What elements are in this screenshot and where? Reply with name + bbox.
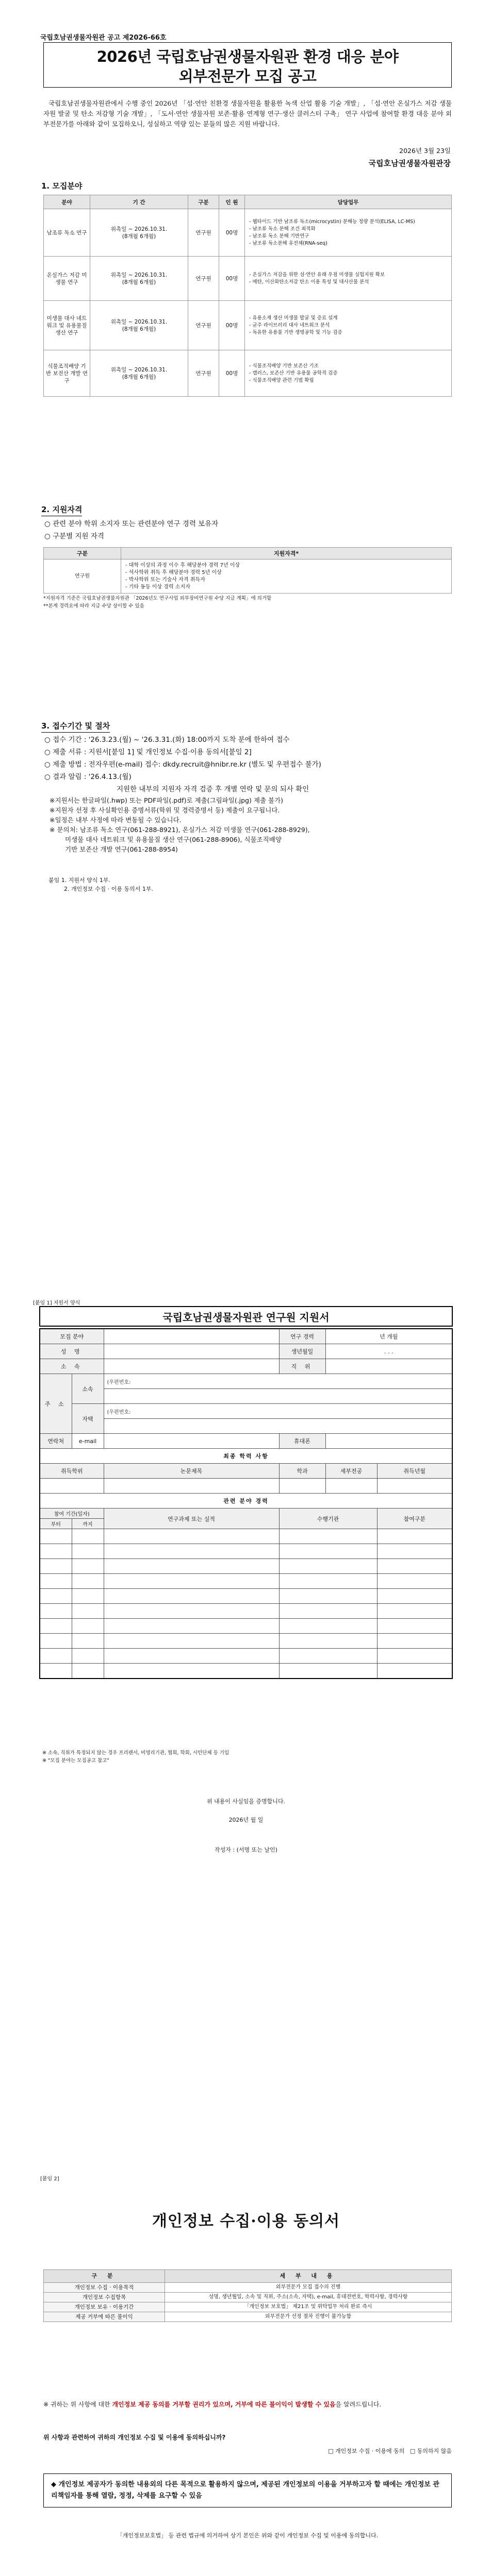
career-input[interactable] [377,1559,452,1574]
requirements-cell [121,560,452,594]
title-line-2: 외부전문가 모집 공고 [178,67,317,85]
career-input[interactable] [40,1619,72,1634]
notice-highlight: 개인정보 제공 동의를 거부할 권리가 있으며, 거부에 따른 불이익이 발생할 수 있음 [112,2401,336,2408]
duty-item: - 메탄, 이산화탄소저감 탄소 이용 특성 및 대사산물 분석 [249,279,369,285]
row-value: 외부전문가 모집 접수의 진행 [165,2283,452,2293]
edu-input[interactable] [40,1479,104,1494]
career-input[interactable] [72,1574,104,1589]
duty-item: - 온실가스 저감을 위한 섬·연안 유래 우점 미생물 실험지원 확보 [249,272,385,278]
recruit-fields-table [43,195,452,397]
career-rows [40,1529,452,1679]
notice-text: 을 알려드립니다. [335,2401,382,2408]
duty-item: - 균주 라이브러리 대사 네트워크 분석 [249,323,330,328]
career-input[interactable] [104,1574,279,1589]
procedure-sub: ※일정은 내부 사정에 따라 변동될 수 있습니다. [50,816,182,824]
education-header: 최종 학력 사항 [40,1449,452,1464]
duty-item: - 웹타이드 기반 남조류 독소(microcystin) 분해능 정량 분석(ELISA, LC-MS) [249,219,415,225]
career-from-label: 부터 [40,1519,72,1529]
career-input[interactable] [279,1619,377,1634]
qualification-table [43,547,452,594]
birth-label: 생년월일 [279,1344,325,1359]
row-label: 개인정보 보유 · 이용기간 [44,2302,165,2312]
career-input[interactable] [104,1619,279,1634]
procedure-sub: 기반 보존산 개발 연구(061-288-8954) [65,845,178,853]
position-label: 직 위 [279,1359,325,1374]
col-header: 구분 [188,195,219,209]
privacy-table [43,2269,452,2322]
career-input[interactable] [72,1589,104,1604]
attachment-item: 2. 개인정보 수집 · 이용 동의서 1부. [64,886,153,892]
career-input[interactable] [377,1619,452,1634]
row-label: 제공 거부에 따른 불이익 [44,2312,165,2322]
table-row [44,2312,452,2322]
col-header: 지원자격* [121,548,452,560]
career-row [40,1649,452,1664]
career-input[interactable] [279,1604,377,1619]
career-label: 연구 경력 [279,1329,325,1344]
career-row [40,1664,452,1679]
duties-cell [245,301,452,350]
form-title: 국립호남권생물자원관 연구원 지원서 [39,1306,453,1327]
address-affil-input[interactable] [104,1389,452,1404]
birth-input[interactable]: . . . [325,1344,452,1359]
career-input[interactable] [40,1589,72,1604]
col-header: 구분 [44,548,121,560]
procedure-line: ○ 결과 알림 : '26.4.13.(월) [44,773,132,781]
form-row [40,1464,452,1479]
form-row [40,1374,452,1389]
privacy-notice [43,2400,452,2410]
attachment-item: 붙임 1. 지원서 양식 1부. [48,877,110,884]
career-input[interactable] [40,1634,72,1649]
edu-col: 학과 [279,1464,325,1479]
table-row [44,2302,452,2312]
type-cell: 연구원 [188,257,219,301]
career-input[interactable] [72,1649,104,1664]
career-input[interactable] [279,1649,377,1664]
form-row [40,1479,452,1494]
table-header-row [44,2270,452,2283]
procedure-line: ○ 제출 방법 : 전자우편(e-mail) 접수: dkdy.recruit@hnibr.re.kr (별도 및 우편접수 불가) [44,760,321,769]
career-input[interactable] [104,1604,279,1619]
career-input[interactable] [104,1589,279,1604]
address-home-label: 자택 [72,1404,104,1434]
edu-input[interactable] [325,1479,377,1494]
duty-item: - 독유한 유용물 기반 생명공학 및 기능 검증 [249,330,342,335]
note-line: *지원자격 기준은 국립호남권생물자원관 「2026년도 연구사업 외부장비연구원 수당 지급 계획」에 의거함 [43,596,272,601]
type-cell: 연구원 [188,301,219,350]
period-cell: 위촉일 ~ 2026.10.31. (8개월 6개월) [90,209,188,257]
form-date[interactable]: 2026년 월 일 [228,1817,264,1823]
period-cell: 위촉일 ~ 2026.10.31. (8개월 6개월) [90,350,188,397]
contact-label: 연락처 [40,1434,72,1449]
career-row [40,1589,452,1604]
form-row [40,1494,452,1509]
career-col: 참여 기간(일자) [40,1509,104,1519]
career-input[interactable] [377,1529,452,1544]
career-to-label: 까지 [72,1519,104,1529]
career-input[interactable] [279,1574,377,1589]
requirement-item: - 박사학위 또는 기술사 자격 취득자 [125,577,205,583]
section-2-title [41,504,82,516]
count-cell: 00명 [219,301,245,350]
form-row [40,1404,452,1419]
edu-input[interactable] [279,1479,325,1494]
type-cell: 연구원 [188,209,219,257]
career-input[interactable] [40,1649,72,1664]
career-input[interactable] [72,1529,104,1544]
privacy-title: 개인정보 수집·이용 동의서 [152,2212,340,2230]
privacy-box: ◆ 개인정보 제공자가 동의한 내용외의 다른 목적으로 활용하지 않으며, 제공된 개인정보의 이용을 거부하고자 할 때에는 개인정보 관리책임자를 통해 열람, 정정, 삭제를 요구할 수 있음 [43,2473,452,2507]
form-confirm-text: 위 내용이 사실임을 증명합니다. [206,1798,286,1805]
career-row [40,1619,452,1634]
career-row [40,1544,452,1559]
career-col: 참여구분 [377,1509,452,1529]
notice-text: ※ 귀하는 위 사항에 대한 [43,2401,112,2408]
type-cell: 연구원 [188,350,219,397]
career-row [40,1604,452,1619]
position-input[interactable] [325,1359,452,1374]
career-input[interactable] [279,1664,377,1679]
form-row [40,1434,452,1449]
form-notes [42,1749,229,1765]
field-cell: 미생물 대사 네트워크 및 유용물질 생산 연구 [44,301,90,350]
email-input[interactable] [104,1434,279,1449]
career-input[interactable] [72,1619,104,1634]
qualification-line-1: ○ 관련 분야 학위 소지자 또는 관련분야 연구 경력 보유자 [44,520,219,528]
table-header-row [44,548,452,560]
career-input[interactable] [104,1664,279,1679]
requirement-item: - 기타 동등 이상 경력 소지자 [125,584,190,590]
table-row [44,209,452,257]
duty-item: - 식물조직배양 기반 보존산 기조 [249,363,319,369]
career-col: 수행기관 [279,1509,377,1529]
career-input[interactable] [40,1559,72,1574]
note-line: ※ 소속, 직위가 특정되지 않는 경우 프리랜서, 비영리기관, 협회, 학회, 시민단체 등 기입 [42,1750,229,1756]
table-row [44,2293,452,2302]
career-col: 연구과제 또는 실적 [104,1509,279,1529]
career-input[interactable] [104,1529,279,1544]
intro-paragraph: 국립호남권생물자원관에서 수행 중인 2026년 「섬·연안 친환경 생물자원을 활용한 녹색 산업 활용 기술 개발」, 「섬·연안 온실가스 저감 생물자원 발굴 및 탄소 저감형 기술 개발」, 「도서·연안 생물자원 보존·활용 연계형 연구·생산 클러스터 구축」 연구 사업에 참여할 환경 대응 분야 외부전문가를 아래와 같이 모집하오니, 성실하고 역량 있는 분들의 많은 지원 바랍니다. [43,99,452,128]
note-line: **본계 경력요에 따라 지급 수당 상이할 수 있음 [43,603,144,609]
form-signature[interactable]: 작성자 : (서명 또는 날인) [215,1846,277,1853]
privacy-law-text: 「개인정보보호법」 등 관련 법규에 의거하여 상기 본인은 위와 같이 개인정보 수집 및 이용에 동의합니다. [117,2532,379,2539]
career-input[interactable] [72,1604,104,1619]
attachment-list [48,876,153,893]
edu-col: 논문제목 [104,1464,279,1479]
procedure-sub: ※지원서는 한글파일(.hwp) 또는 PDF파일(.pdf)로 제출(그림파일(.jpg) 제출 불가) [50,796,284,804]
privacy-attach-label: [붙임 2] [40,2176,59,2182]
qualification-line-2: ○ 구분별 지원 자격 [44,532,104,540]
title-line-1: 2026년 국립호남권생물자원관 환경 대응 분야 [96,48,399,65]
table-row [44,257,452,301]
col-header: 기 간 [90,195,188,209]
career-input[interactable] [40,1574,72,1589]
edu-col: 세부전공 [325,1464,377,1479]
section-1-title: 1. 모집분야 [41,181,83,191]
agree-checkbox[interactable]: □ 개인정보 수집 · 이용에 동의 [328,2448,405,2454]
form-row [40,1449,452,1464]
procedure-sub: 지원한 내부의 지원자 자격 검증 후 개별 연락 및 문의 되사 확인 [117,785,309,793]
procedure-sub: ※ 문의처: 남조류 독소 연구(061-288-8921), 온실가스 저감 미생물 연구(061-288-8929), [50,826,310,834]
announcement-title [43,42,452,88]
duty-item: - 유용소재 생산 미생물 발굴 및 증료 설계 [249,315,338,321]
edu-input[interactable] [104,1479,279,1494]
col-header: 세 부 내 용 [165,2270,452,2283]
career-input[interactable] [104,1559,279,1574]
career-input[interactable] [40,1664,72,1679]
field-cell: 온실가스 저감 미생물 연구 [44,257,90,301]
affiliation-label: 소 속 [40,1359,104,1374]
phone-label: 휴대폰 [279,1434,325,1449]
duties-cell [245,257,452,301]
career-input[interactable] [72,1544,104,1559]
table-row [44,2283,452,2293]
type-cell: 연구원 [44,560,121,594]
count-cell: 00명 [219,350,245,397]
duty-item: - 남조류 독소분해 유전체(RNA-seq) [249,241,327,246]
col-header: 분야 [44,195,90,209]
career-row [40,1529,452,1544]
procedure-block [44,734,457,854]
row-value: 외부전문가 선정 절차 진행이 불가능함 [165,2312,452,2322]
procedure-line: ○ 제출 서류 : 지원서[붙임 1] 및 개인정보 수집·이용 동의서[붙임 2] [44,748,252,756]
application-form-table [39,1328,453,1679]
email-label: e-mail [72,1434,104,1449]
requirement-item: - 대학 이상의 과정 이수 후 해당분야 경력 7년 이상 [125,562,240,568]
table-row [44,560,452,594]
address-label: 주 소 [40,1374,72,1434]
career-header: 관련 분야 경력 [40,1494,452,1509]
duty-item: - 남조류 독소 분해 기반연구 [249,233,309,239]
table-row [44,350,452,397]
phone-input[interactable] [325,1434,452,1449]
career-input[interactable] [104,1649,279,1664]
doc-number: 국립호남권생물자원관 공고 제2026-66호 [40,34,167,42]
section-2-title-text: 2. 지원자격 [41,504,82,516]
career-row [40,1574,452,1589]
edu-col: 취득년월 [377,1464,452,1479]
form-row [40,1344,452,1359]
procedure-sub: ※지원자 선정 후 사실확인용 증명서류(학위 및 경력증명서 등) 제출이 요구됩니다. [50,806,280,814]
edu-col: 취득학위 [40,1464,104,1479]
name-label: 성 명 [40,1344,104,1359]
row-label: 개인정보 수집항목 [44,2293,165,2302]
duties-cell [245,209,452,257]
career-input[interactable] [377,1664,452,1679]
row-label: 개인정보 수집 · 이용목적 [44,2283,165,2293]
procedure-line: ○ 접수 기간 : '26.3.23.(월) ~ '26.3.31.(화) 18:00까지 도착 분에 한하여 접수 [44,736,290,744]
row-value: 성명, 생년월일, 소속 및 직위, 주소(소속, 자택), e-mail, 휴대전번호, 학력사항, 경력사항 [165,2293,452,2302]
announcement-date: 2026년 3월 23일 [399,147,451,155]
consent-question: 위 사항과 관련하여 귀하의 개인정보 수집 및 이용에 동의하십니까? [43,2434,226,2441]
qualification-notes [43,595,271,610]
edu-input[interactable] [377,1479,452,1494]
consent-options [43,2446,452,2456]
career-input[interactable]: 년 개월 [325,1329,452,1344]
duty-item: - 남조류 독소 분해 조건 최적화 [249,226,316,232]
career-input[interactable] [40,1529,72,1544]
count-cell: 00명 [219,257,245,301]
count-cell: 00명 [219,209,245,257]
career-input[interactable] [104,1634,279,1649]
note-line: ※ "모집 분야는 모집공고 참고" [42,1758,109,1764]
period-cell: 위촉일 ~ 2026.10.31. (8개월 6개월) [90,301,188,350]
form-row [40,1509,452,1519]
career-input[interactable] [279,1559,377,1574]
career-input[interactable] [40,1604,72,1619]
field-label: 모집 분야 [40,1329,104,1344]
address-home-zip[interactable]: (우편번호: [104,1404,452,1419]
form-row [40,1359,452,1374]
career-input[interactable] [377,1544,452,1559]
career-input[interactable] [279,1589,377,1604]
career-input[interactable] [72,1559,104,1574]
career-input[interactable] [279,1634,377,1649]
address-home-input[interactable] [104,1419,452,1434]
career-input[interactable] [279,1544,377,1559]
career-input[interactable] [377,1604,452,1619]
affiliation-input[interactable] [104,1359,279,1374]
duty-item: - 캘러스, 보존산 기반 유용물 공학적 검증 [249,370,338,376]
career-input[interactable] [104,1544,279,1559]
career-row [40,1634,452,1649]
duties-cell [245,350,452,397]
career-input[interactable] [279,1529,377,1544]
career-row [40,1559,452,1574]
section-3-title-text: 3. 접수기간 및 절차 [41,720,110,733]
duty-item: - 식물조직배양 관련 기법 확립 [249,378,314,383]
procedure-sub: 미생물 대사 네트워크 및 유용물질 생산 연구(061-288-8906), 식물조직배양 [65,836,282,843]
address-affil-label: 소속 [72,1374,104,1404]
form-attach-label: [붙임 1] 지원서 양식 [33,1300,80,1306]
career-input[interactable] [377,1574,452,1589]
requirement-item: - 석사학위 취득 후 해당분야 경력 5년 이상 [125,569,222,575]
career-input[interactable] [40,1544,72,1559]
table-header-row [44,195,452,209]
career-input[interactable] [377,1649,452,1664]
address-affil-zip[interactable]: (우편번호: [104,1374,452,1389]
row-value: 「개인정보 보호법」 제21조 및 위탁업무 처리 완료 즉시 [165,2302,452,2312]
field-cell: 남조류 독소 연구 [44,209,90,257]
career-input[interactable] [72,1634,104,1649]
issuer-org: 국립호남권생물자원관장 [368,159,451,168]
section-3-title [41,720,110,733]
col-header: 구 분 [44,2270,165,2283]
field-input[interactable] [104,1329,279,1344]
disagree-checkbox[interactable]: □ 동의하지 않음 [409,2448,452,2454]
form-row [40,1329,452,1344]
career-input[interactable] [72,1664,104,1679]
col-header: 담당업무 [245,195,452,209]
career-input[interactable] [377,1589,452,1604]
period-cell: 위촉일 ~ 2026.10.31. (8개월 6개월) [90,257,188,301]
name-input[interactable] [104,1344,279,1359]
col-header: 인 원 [219,195,245,209]
field-cell: 식물조직배양 기반 보전산 개발 연구 [44,350,90,397]
career-input[interactable] [377,1634,452,1649]
table-row [44,301,452,350]
